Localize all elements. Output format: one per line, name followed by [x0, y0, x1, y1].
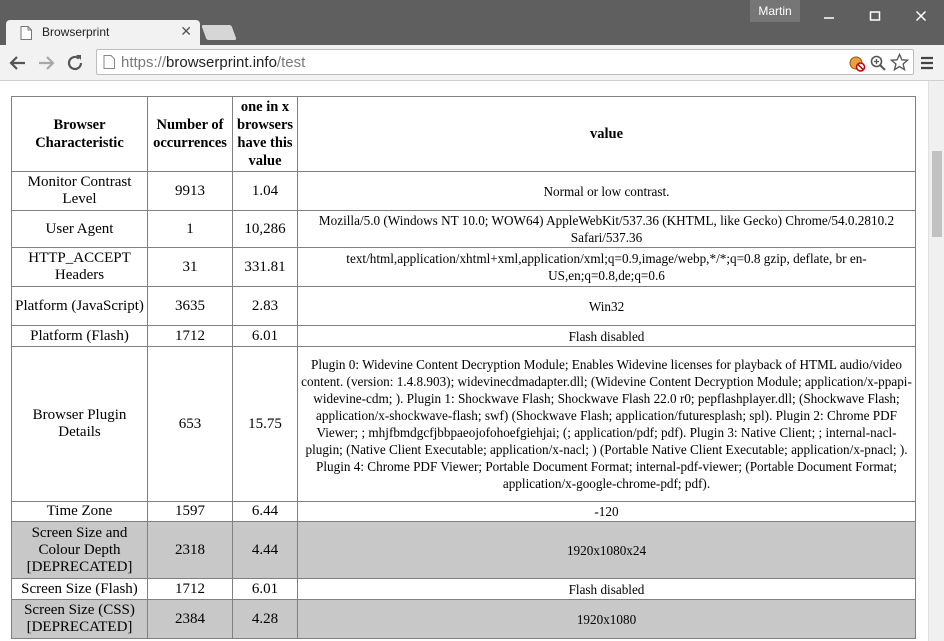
cell-occurrences: 2384: [148, 600, 233, 639]
cell-characteristic: Platform (Flash): [12, 326, 148, 347]
reload-icon[interactable]: [63, 51, 87, 75]
table-row: [12, 347, 916, 502]
cell-one-in: 6.01: [233, 579, 298, 600]
table-row: [12, 326, 916, 347]
cell-one-in: 4.28: [233, 600, 298, 639]
table-row: [12, 248, 916, 287]
cell-value: Win32: [298, 287, 916, 326]
page-content: [0, 81, 928, 641]
cell-characteristic: Platform (JavaScript): [12, 287, 148, 326]
cell-characteristic: Screen Size (CSS) [DEPRECATED]: [12, 600, 148, 639]
back-arrow-icon[interactable]: [6, 51, 30, 75]
browser-toolbar: [0, 45, 944, 81]
browser-tab[interactable]: [6, 20, 200, 46]
scrollbar-thumb[interactable]: [932, 151, 942, 237]
tab-title: Browserprint: [42, 25, 110, 39]
table-row: [12, 522, 916, 579]
fingerprint-table: [11, 96, 916, 639]
address-bar[interactable]: [96, 49, 914, 75]
cell-occurrences: 1: [148, 211, 233, 248]
table-row: [12, 172, 916, 211]
close-window-icon[interactable]: [898, 0, 944, 30]
cell-value: -120: [298, 502, 916, 522]
maximize-icon[interactable]: [852, 0, 898, 30]
tab-close-icon[interactable]: ✕: [180, 23, 192, 39]
cell-one-in: 10,286: [233, 211, 298, 248]
cell-value: text/html,application/xhtml+xml,application/xml;q=0.9,image/webp,*/*;q=0.8 gzip, deflate, br en-US,en;q=0.8,de;q=0.6: [298, 248, 916, 287]
profile-button[interactable]: Martin: [750, 0, 800, 22]
cell-value: Plugin 0: Widevine Content Decryption Module; Enables Widevine licenses for playback of HTML audio/video content. (version: 1.4.8.903); widevinecdmadapter.dll; (Widevine Content Decryption Module; application/x-ppapi-widevine-cdm; ). Plugin 1: Shockwave Flash; Shockwave Flash 22.0 r0; pepflashplayer.dll; (Shockwave Flash; application/x-shockwave-flash; swf) (Shockwave Flash; application/futuresplash; spl). Plugin 2: Chrome PDF Viewer; ; mhjfbmdgcfjbbpaeojofohoefgiehjai; (; application/pdf; pdf). Plugin 3: Native Client; ; internal-nacl-plugin; (Native Client Executable; application/x-nacl; ) (Portable Native Client Executable; application/x-pnacl; ). Plugin 4: Chrome PDF Viewer; Portable Document Format; internal-pdf-viewer; (Portable Document Format; application/x-google-chrome-pdf; pdf).: [298, 347, 916, 502]
cell-value: 1920x1080x24: [298, 522, 916, 579]
cell-value: Normal or low contrast.: [298, 172, 916, 211]
table-row: [12, 579, 916, 600]
minimize-icon[interactable]: [806, 0, 852, 30]
cell-occurrences: 653: [148, 347, 233, 502]
cell-occurrences: 1712: [148, 579, 233, 600]
cell-characteristic: Screen Size and Colour Depth [DEPRECATED]: [12, 522, 148, 579]
header-characteristic: Browser Characteristic: [12, 97, 148, 172]
header-occurrences: Number of occurrences: [148, 97, 233, 172]
cell-one-in: 15.75: [233, 347, 298, 502]
table-row: [12, 287, 916, 326]
title-bar: [0, 0, 944, 45]
cell-value: Mozilla/5.0 (Windows NT 10.0; WOW64) AppleWebKit/537.36 (KHTML, like Gecko) Chrome/54.0.2810.2 Safari/537.36: [298, 211, 916, 248]
cell-value: 1920x1080: [298, 600, 916, 639]
cell-one-in: 6.01: [233, 326, 298, 347]
table-header-row: [12, 97, 916, 172]
cell-characteristic: HTTP_ACCEPT Headers: [12, 248, 148, 287]
blocked-plugin-icon[interactable]: [848, 54, 866, 72]
cell-occurrences: 1712: [148, 326, 233, 347]
zoom-icon[interactable]: [869, 54, 887, 72]
cell-characteristic: Monitor Contrast Level: [12, 172, 148, 211]
cell-occurrences: 2318: [148, 522, 233, 579]
new-tab-button[interactable]: [201, 25, 236, 40]
cell-one-in: 331.81: [233, 248, 298, 287]
url-text: https://browserprint.info/test: [121, 54, 306, 71]
cell-occurrences: 31: [148, 248, 233, 287]
cell-one-in: 2.83: [233, 287, 298, 326]
cell-occurrences: 9913: [148, 172, 233, 211]
forward-arrow-icon[interactable]: [34, 51, 58, 75]
page-info-icon[interactable]: [103, 55, 115, 69]
table-row: [12, 502, 916, 522]
cell-one-in: 4.44: [233, 522, 298, 579]
cell-characteristic: Time Zone: [12, 502, 148, 522]
cell-value: Flash disabled: [298, 579, 916, 600]
table-row: [12, 600, 916, 639]
header-one-in-x: one in x browsers have this value: [233, 97, 298, 172]
cell-characteristic: Browser Plugin Details: [12, 347, 148, 502]
menu-icon[interactable]: [915, 51, 939, 75]
cell-value: Flash disabled: [298, 326, 916, 347]
cell-characteristic: Screen Size (Flash): [12, 579, 148, 600]
cell-characteristic: User Agent: [12, 211, 148, 248]
cell-occurrences: 3635: [148, 287, 233, 326]
page-scrollbar[interactable]: [928, 81, 944, 641]
cell-one-in: 6.44: [233, 502, 298, 522]
page-icon: [20, 26, 32, 40]
cell-one-in: 1.04: [233, 172, 298, 211]
header-value: value: [298, 97, 916, 172]
bookmark-star-icon[interactable]: [890, 53, 909, 72]
table-row: [12, 211, 916, 248]
cell-occurrences: 1597: [148, 502, 233, 522]
